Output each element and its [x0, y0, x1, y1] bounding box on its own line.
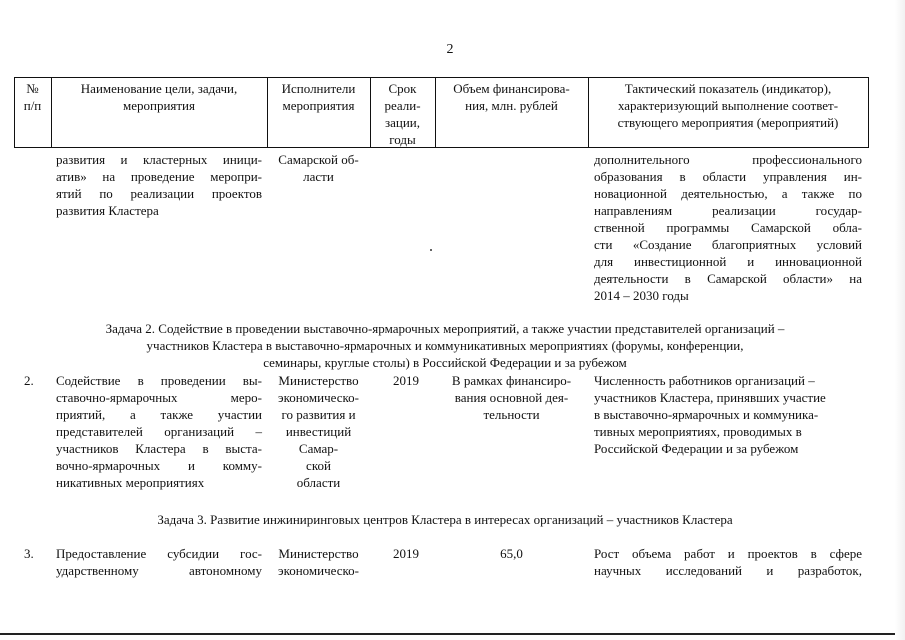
row3-num: 3.	[24, 546, 34, 561]
page-number: 2	[446, 42, 454, 57]
row2-name: Содействие в проведении вы- ставочно-ярмарочных меро- приятий, а также участии представителей организаций – участников Кластера в выста- вочно-ярмарочных и комму- никативных мероприятиях	[56, 373, 262, 490]
table-top-border	[14, 77, 869, 78]
continuation-name: развития и кластерных иници- атив» на проведение меропри- ятий по реализации проектов развития Кластера	[56, 152, 262, 218]
header-term: Срок реали- зации, годы	[384, 81, 421, 147]
table-header-bottom-border	[14, 147, 869, 148]
scan-right-edge	[895, 0, 905, 640]
col-divider-6	[868, 77, 869, 148]
header-executor: Исполнители мероприятия	[281, 81, 356, 113]
row3-term: 2019	[393, 546, 419, 561]
row3-funding: 65,0	[500, 546, 523, 561]
scan-bottom-edge	[0, 633, 905, 635]
header-funding: Объем финансирова- ния, млн. рублей	[453, 81, 570, 113]
scan-speck	[430, 249, 432, 251]
row2-num: 2.	[24, 373, 34, 388]
continuation-executor: Самарской об- ласти	[278, 152, 359, 184]
row2-executor: Министерство экономическо- го развития и инвестиций Самар- ской области	[277, 373, 359, 490]
row3-name: Предоставление субсидии гос- ударственному автономному	[56, 546, 262, 578]
row3-executor: Министерство экономическо-	[277, 546, 359, 578]
continuation-indicator: дополнительного профессионального образования в области управления ин- новационной деятельностью, а также по направлениям реализации государ- ственной программы Самарской обла- сти «Создание благоприятных условий для инвестиционной и инновационной деятельности в Самарской области» на 2014 – 2030 годы	[594, 152, 862, 303]
header-name: Наименование цели, задачи, мероприятия	[80, 81, 238, 113]
row2-indicator: Численность работников организаций – участников Кластера, принявших участие в выставочно-ярмарочных и коммуника- тивных мероприятиях, проводимых в Российской Федерации и за рубежом	[594, 373, 826, 456]
header-num: № п/п	[23, 81, 42, 113]
row3-indicator: Рост объема работ и проектов в сфере научных исследований и разработок,	[594, 546, 862, 578]
row2-term: 2019	[393, 373, 419, 388]
task3-title: Задача 3. Развитие инжиниринговых центров Кластера в интересах организаций – участников Кластера	[157, 512, 733, 527]
row2-funding: В рамках финансиро- вания основной дея- тельности	[451, 373, 572, 422]
task2-title: Задача 2. Содействие в проведении выставочно-ярмарочных мероприятий, а также участии представителей организаций – участников Кластера в выставочно-ярмарочных и коммуникативных мероприятиях (форумы, конференции, семинары, круглые столы) в Российской Федерации и за рубежом	[105, 321, 785, 370]
header-indicator: Тактический показатель (индикатор), характеризующий выполнение соответ- ствующего мероприятия (мероприятий)	[617, 81, 839, 130]
